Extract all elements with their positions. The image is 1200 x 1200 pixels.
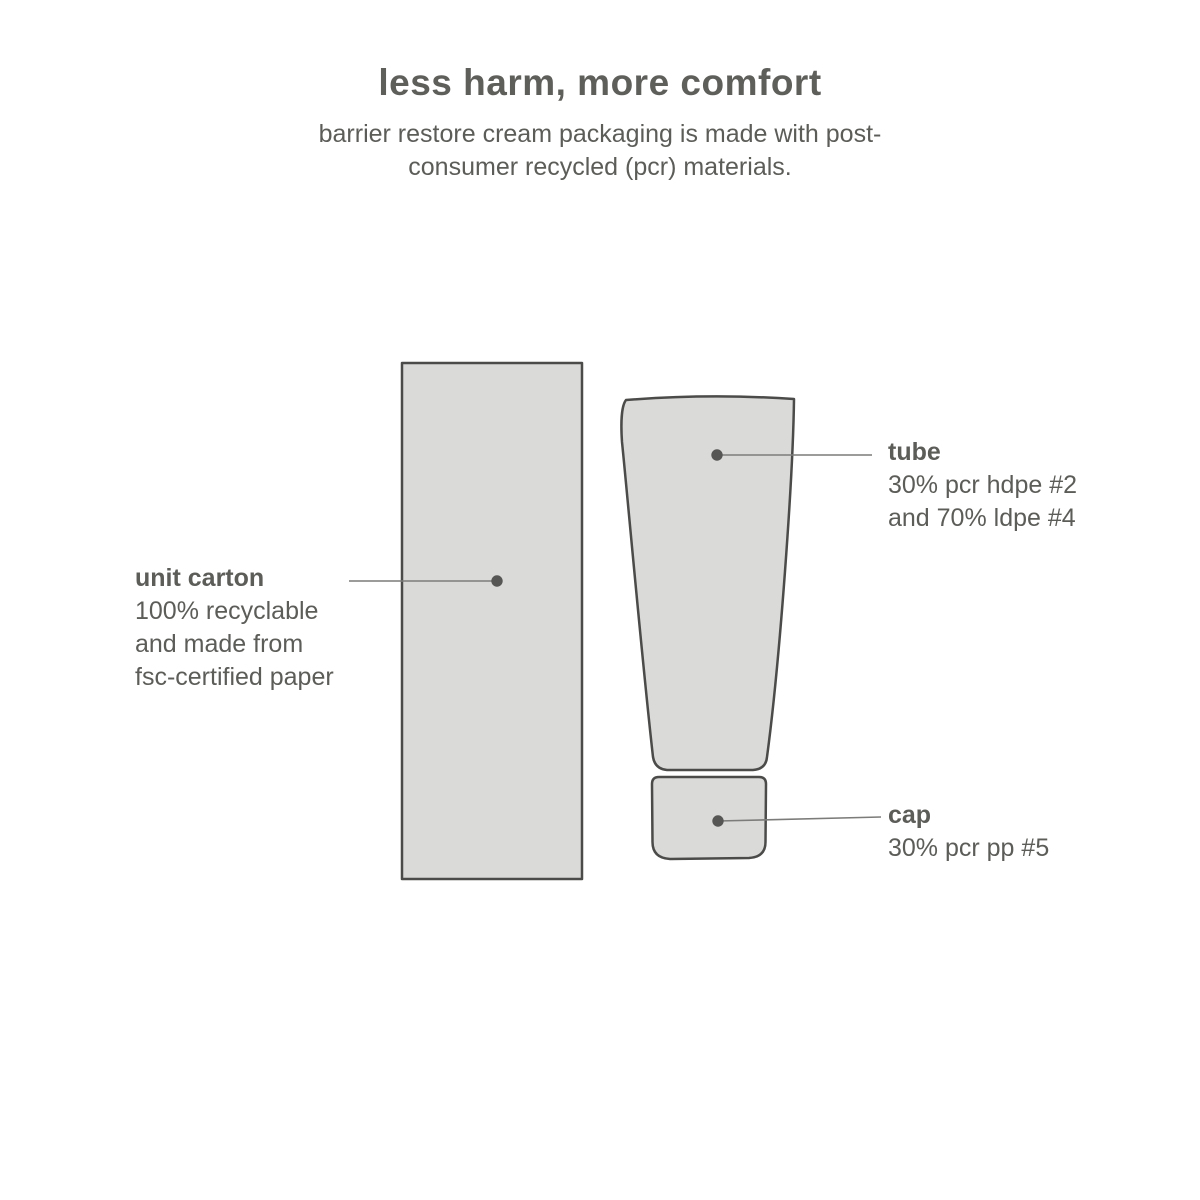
callout-unit-carton-title: unit carton	[135, 564, 265, 592]
page-subtitle-line-2: consumer recycled (pcr) materials.	[408, 153, 792, 181]
tube-callout-dot	[711, 449, 722, 460]
callout-unit-carton-line-3: fsc-certified paper	[135, 663, 334, 691]
callout-tube-line-2: and 70% ldpe #4	[888, 504, 1076, 532]
unit-carton-shape	[402, 363, 582, 879]
cap-callout-dot	[712, 815, 723, 826]
callout-cap-title: cap	[888, 801, 932, 829]
callout-cap-line-1: 30% pcr pp #5	[888, 834, 1050, 862]
callout-unit-carton	[135, 562, 334, 694]
cap-shape	[652, 777, 766, 859]
page-subtitle-line-1: barrier restore cream packaging is made with post-	[318, 120, 882, 148]
page-title: less harm, more comfort	[378, 62, 822, 103]
callout-tube	[888, 436, 1077, 535]
callout-tube-line-1: 30% pcr hdpe #2	[888, 471, 1078, 499]
callout-cap	[888, 799, 1049, 865]
unit-carton-callout-dot	[491, 575, 502, 586]
callout-tube-title: tube	[888, 438, 941, 466]
tube-shape	[621, 396, 794, 770]
callout-unit-carton-line-2: and made from	[135, 630, 304, 658]
callout-unit-carton-line-1: 100% recyclable	[135, 597, 319, 625]
